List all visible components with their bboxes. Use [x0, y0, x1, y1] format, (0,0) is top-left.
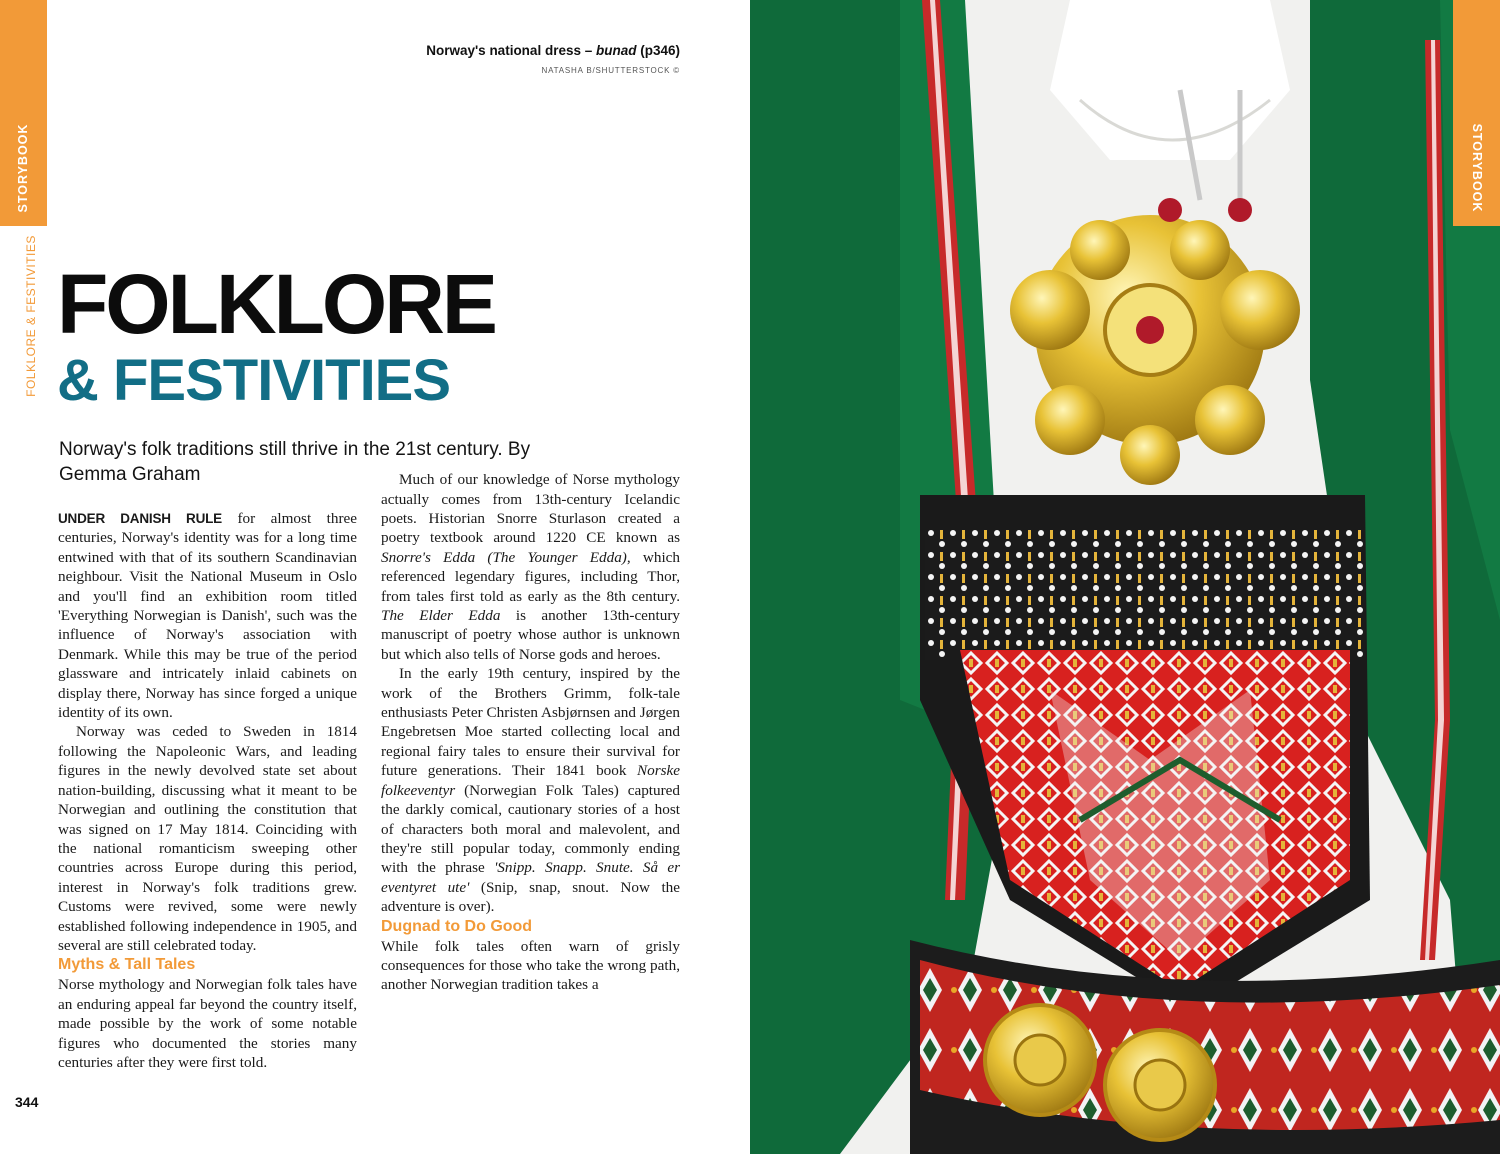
italic-text: Snorre's Edda (The Younger Edda) — [381, 548, 627, 566]
photo-caption — [426, 43, 680, 58]
section-tab-right — [1453, 0, 1500, 226]
caption-italic: bunad — [595, 43, 637, 58]
page-title-line2: & FESTIVITIES — [57, 348, 451, 413]
standfirst: Norway's folk traditions still thrive in the 21st century. By Gemma Graham — [59, 439, 531, 485]
paragraph — [58, 509, 357, 722]
italic-text: Norske folkeeventyr — [381, 762, 680, 799]
paragraph-text: In the early 19th century, inspired by the work of the Brothers Grimm, folk-tale enthusiasts Peter Christen Asbjørnsen and Jørgen Engebretsen Moe started collecting local and regional fairy tales to ensure their survival for future generations. Their 1841 book — [381, 665, 680, 780]
caption-title: Norway's national dress – — [426, 43, 596, 58]
bunad-photo — [750, 0, 1500, 1154]
right-page — [750, 0, 1500, 1154]
paragraph-text: is another 13th-century manuscript of poetry whose author is unknown but which also tells of Norse gods and heroes. — [381, 607, 680, 663]
section-tab-left — [0, 0, 47, 226]
paragraph-text: , which referenced legendary figures, including Thor, from tales first told as early as the 8th century. — [381, 548, 680, 605]
italic-text: 'Snipp. Snapp. Snute. Så er eventyret ute' — [381, 859, 680, 896]
section-tab-label: STORYBOOK — [1470, 123, 1484, 213]
italic-text: The Elder Edda — [381, 607, 501, 625]
paragraph: While folk tales often warn of grisly consequences for those who take the wrong path, another Norwegian tradition takes a — [381, 937, 680, 994]
section-tab-label: STORYBOOK — [16, 123, 30, 213]
paragraph: Norway was ceded to Sweden in 1814 following the Napoleonic Wars, and leading figures in the newly devolved state set about nation-building, discussing what it meant to be Norwegian and outlining the constitution that was signed on 17 May 1814. Coinciding with the national romanticism sweeping other countries across Europe during this period, interest in Norway's folk traditions grew. Customs were revived, some were newly established following independence in 1905, and several are still celebrated today. — [58, 723, 357, 954]
subhead-myths: Myths & Tall Tales — [58, 956, 196, 974]
article-column-1 — [58, 509, 357, 1072]
article-column-2 — [381, 471, 681, 995]
paragraph-text: (Snip, snap, snout. Now the adventure is over). — [381, 878, 681, 916]
subhead-dugnad: Dugnad to Do Good — [381, 917, 533, 935]
paragraph-text: for almost three centuries, Norway's identity was for a long time entwined with that of its southern Scandinavian neighbour. Visit the National Museum in Oslo and you'll find an exhibition room titled 'Everything Norwegian is Danish', such was the influence of Norway's association with Denmark. While this may be true of the period glassware and intricately inlaid cabinets on display there, Norway has since forged a unique identity of its own. — [58, 510, 357, 722]
lead-caps: UNDER DANISH RULE — [58, 511, 222, 526]
page-title-line1: FOLKLORE — [57, 257, 495, 351]
running-side-label: FOLKLORE & FESTIVITIES — [24, 235, 38, 397]
paragraph: Norse mythology and Norwegian folk tales have an enduring appeal far beyond the country itself, made possible by the work of some notable figures who documented the stories many centuries after they were first told. — [58, 976, 357, 1071]
paragraph — [381, 664, 680, 916]
paragraph — [381, 470, 680, 664]
paragraph-text: Much of our knowledge of Norse mythology actually comes from 13th-century Icelandic poets. Historian Snorre Sturlason created a poetry textbook around 1220 CE known as — [381, 471, 680, 547]
paragraph-text: (Norwegian Folk Tales) captured the darkly comical, cautionary stories of a host of characters both moral and malevolent, and they're still popular today, commonly ending with the phrase — [381, 781, 680, 877]
page-number: 344 — [15, 1094, 39, 1110]
caption-ref: (p346) — [636, 43, 680, 58]
photo-credit: NATASHA B/SHUTTERSTOCK © — [541, 66, 680, 75]
